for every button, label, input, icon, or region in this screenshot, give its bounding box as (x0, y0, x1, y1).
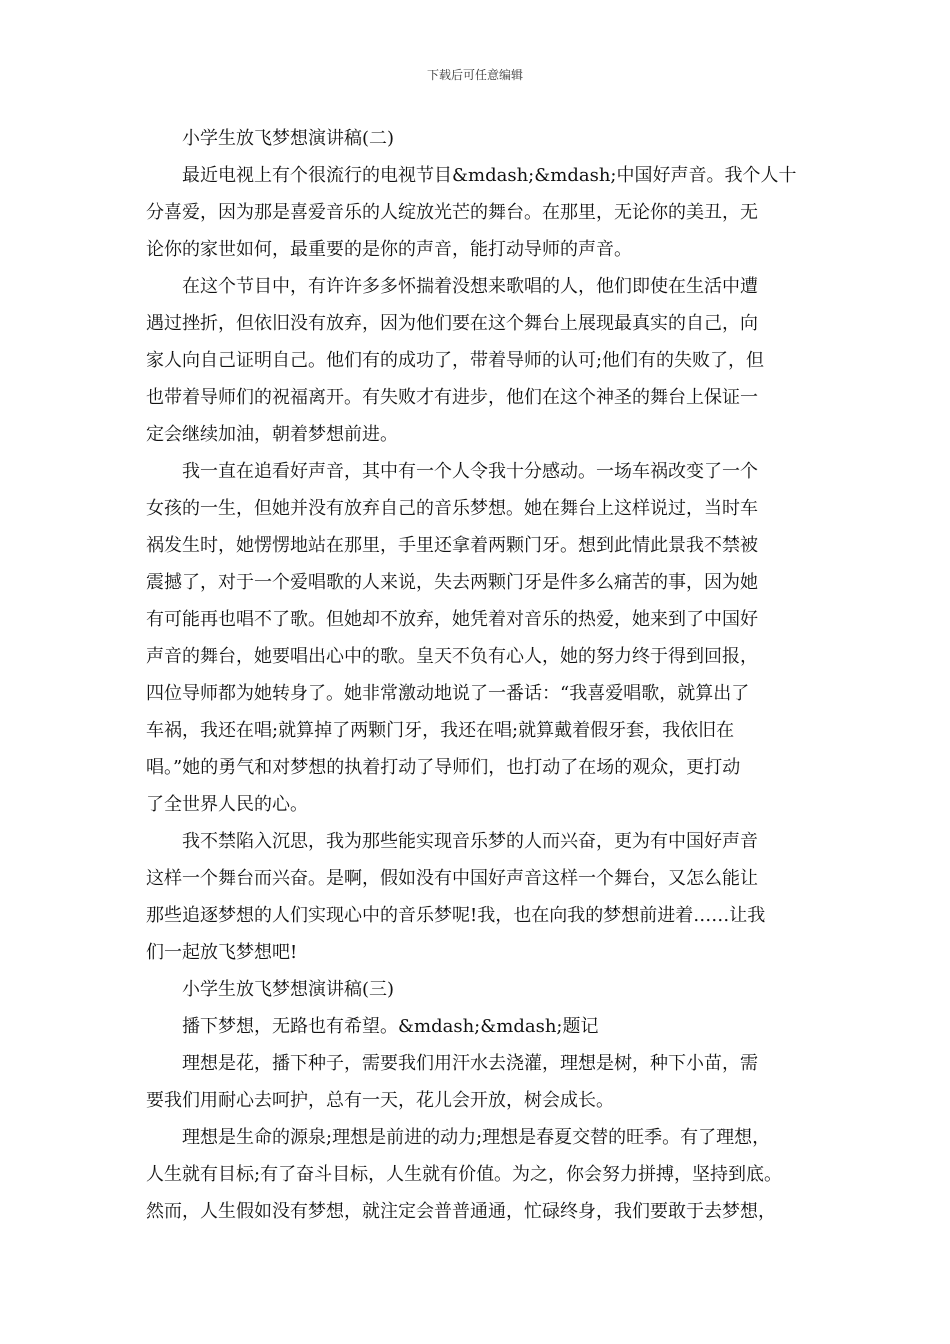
document-body (146, 120, 818, 1230)
text-line: 小学生放飞梦想演讲稿(三) (182, 979, 395, 1000)
text-line: 那些追逐梦想的人们实现心中的音乐梦呢!我，也在向我的梦想前进着……让我 (146, 905, 766, 926)
text-line: 祸发生时，她愣愣地站在那里，手里还拿着两颗门牙。想到此情此景我不禁被 (146, 535, 758, 556)
text-line: 在这个节目中，有许许多多怀揣着没想来歌唱的人，他们即使在生活中遭 (182, 276, 758, 297)
text-line: 我不禁陷入沉思，我为那些能实现音乐梦的人而兴奋，更为有中国好声音 (182, 831, 758, 852)
text-line: 人生就有目标;有了奋斗目标，人生就有价值。为之，你会努力拼搏，坚持到底。 (146, 1164, 783, 1185)
text-line: 女孩的一生，但她并没有放弃自己的音乐梦想。她在舞台上这样说过，当时车 (146, 498, 758, 519)
text-line: 也带着导师们的祝福离开。有失败才有进步，他们在这个神圣的舞台上保证一 (146, 387, 758, 408)
text-line: 理想是花，播下种子，需要我们用汗水去浇灌，理想是树，种下小苗，需 (182, 1053, 758, 1074)
text-line: 四位导师都为她转身了。她非常激动地说了一番话：“我喜爱唱歌，就算出了 (146, 683, 750, 704)
text-line: 小学生放飞梦想演讲稿(二) (182, 128, 395, 149)
text-line: 有可能再也唱不了歌。但她却不放弃，她凭着对音乐的热爱，她来到了中国好 (146, 609, 758, 630)
text-line: 唱。”她的勇气和对梦想的执着打动了导师们，也打动了在场的观众，更打动 (146, 757, 741, 778)
text-line: 遇过挫折，但依旧没有放弃，因为他们要在这个舞台上展现最真实的自己，向 (146, 313, 758, 334)
text-line: 车祸，我还在唱;就算掉了两颗门牙，我还在唱;就算戴着假牙套，我依旧在 (146, 720, 735, 741)
text-line: 们一起放飞梦想吧! (146, 942, 298, 963)
text-line: 家人向自己证明自己。他们有的成功了，带着导师的认可;他们有的失败了，但 (146, 350, 765, 371)
text-line: 我一直在追看好声音，其中有一个人令我十分感动。一场车祸改变了一个 (182, 461, 758, 482)
text-line: 震撼了，对于一个爱唱歌的人来说，失去两颗门牙是件多么痛苦的事，因为她 (146, 572, 758, 593)
text-line: 定会继续加油，朝着梦想前进。 (146, 424, 398, 445)
text-line: 最近电视上有个很流行的电视节目&mdash;&mdash;中国好声音。我个人十 (182, 165, 797, 186)
text-line: 这样一个舞台而兴奋。是啊，假如没有中国好声音这样一个舞台，又怎么能让 (146, 868, 758, 889)
text-line: 然而，人生假如没有梦想，就注定会普普通通，忙碌终身，我们要敢于去梦想， (146, 1201, 776, 1222)
text-line: 理想是生命的源泉;理想是前进的动力;理想是春夏交替的旺季。有了理想， (182, 1127, 771, 1148)
text-line: 要我们用耐心去呵护，总有一天，花儿会开放，树会成长。 (146, 1090, 614, 1111)
text-line: 论你的家世如何，最重要的是你的声音，能打动导师的声音。 (146, 239, 632, 260)
text-line: 播下梦想，无路也有希望。&mdash;&mdash;题记 (182, 1016, 599, 1037)
page-header: 下载后可任意编辑 (426, 68, 523, 82)
text-line: 声音的舞台，她要唱出心中的歌。皇天不负有心人，她的努力终于得到回报， (146, 646, 758, 667)
text-line: 分喜爱，因为那是喜爱音乐的人绽放光芒的舞台。在那里，无论你的美丑，无 (146, 202, 758, 223)
text-line: 了全世界人民的心。 (146, 794, 308, 815)
